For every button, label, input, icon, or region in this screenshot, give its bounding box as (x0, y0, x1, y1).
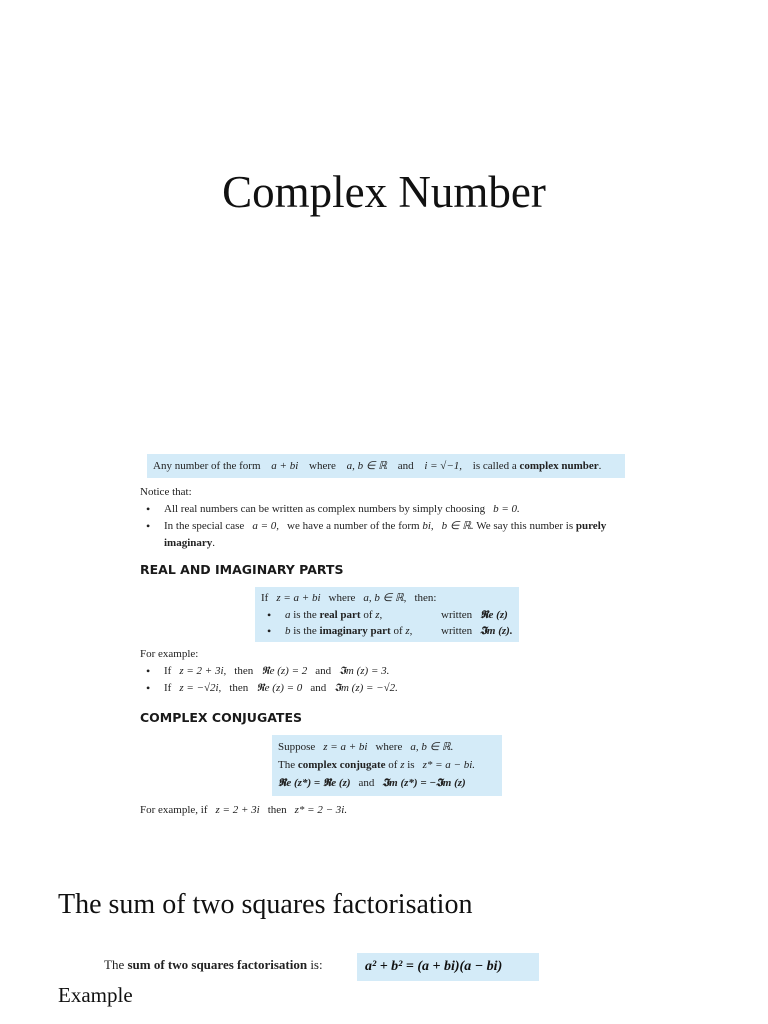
list-item (140, 518, 660, 552)
notice-math: bi, (422, 520, 434, 532)
example-heading: Example (58, 983, 133, 1007)
conjugate-example (140, 802, 347, 819)
rp-is-the: is the (293, 625, 317, 637)
real-parts-box (255, 587, 519, 642)
cj-and: and (358, 777, 375, 789)
rp-is-the: is the (293, 608, 317, 621)
section-heading-real: REAL AND IMAGINARY PARTS (140, 562, 344, 577)
ex-and: and (310, 682, 327, 694)
notice-math: a = 0, (252, 520, 280, 532)
ex-im: 𝕴m (z) = −√2. (334, 682, 398, 694)
ex-if: If (164, 665, 172, 677)
real-parts-list (261, 607, 513, 640)
cj-set: a, b ∈ ℝ. (410, 741, 454, 753)
cj-re: 𝕽e (z*) = 𝕽e (z) (278, 777, 351, 789)
notice-end: . (212, 537, 216, 549)
rp-notation: 𝕴m (z). (480, 625, 513, 637)
notice-text: we have a number of the form (287, 520, 420, 532)
list-item (140, 501, 660, 518)
ex-im: 𝕴m (z) = 3. (339, 665, 390, 677)
cj-z: z (400, 759, 405, 771)
rp-written-col (441, 607, 508, 624)
rp-z: z, (405, 625, 413, 637)
example-list (140, 663, 540, 697)
notice-math: b ∈ ℝ. (441, 520, 474, 532)
conj-line (278, 774, 496, 792)
sum-the: The (104, 957, 125, 972)
rp-var: b (285, 625, 291, 637)
definition-tail: is called a (472, 460, 517, 472)
cj-ex-then: then (267, 804, 287, 816)
definition-set: a, b ∈ ℝ (346, 460, 387, 472)
ex-then: then (229, 682, 249, 694)
ex-and: and (315, 665, 332, 677)
cj-of: of (388, 759, 398, 771)
definition-end: . (598, 460, 602, 472)
list-item (261, 607, 513, 624)
ex-if: If (164, 682, 172, 694)
section-subtitle: The sum of two squares factorisation (58, 889, 473, 920)
definition-i: i = √−1, (424, 460, 463, 472)
cj-ex-lead: For example, if (140, 804, 208, 816)
rp-bold: imaginary part (319, 625, 391, 637)
notice-list (140, 501, 660, 552)
list-item (140, 663, 540, 680)
cj-ex-conj: z* = 2 − 3i. (294, 804, 348, 816)
conjugates-box (272, 735, 502, 796)
rp-of: of (393, 625, 403, 637)
section-heading-conjugates: COMPLEX CONJUGATES (140, 710, 302, 725)
real-parts-line (261, 590, 513, 607)
cj-im: 𝕴m (z*) = −𝕴m (z) (382, 777, 466, 789)
notice-text: All real numbers can be written as complex numbers by simply choosing (164, 503, 486, 515)
ex-then: then (234, 665, 254, 677)
cj-the: The (278, 759, 296, 771)
conj-line (278, 738, 496, 756)
page-title: Complex Number (222, 167, 546, 217)
definition-box (147, 454, 625, 478)
rp-written-col (441, 623, 513, 640)
notice-math: b = 0. (493, 503, 520, 515)
cj-where: where (375, 741, 403, 753)
notice-text: In the special case (164, 520, 245, 532)
list-item (261, 623, 513, 640)
cj-conj-math: z* = a − bi. (422, 759, 476, 771)
definition-lead: Any number of the form (153, 460, 261, 472)
cj-bold: complex conjugate (297, 759, 386, 771)
conj-line (278, 756, 496, 774)
rp-bold: real part (319, 608, 361, 621)
sum-label (104, 957, 323, 973)
definition-term: complex number (519, 460, 599, 472)
rp-if: If (261, 592, 269, 604)
sum-formula-box (357, 953, 539, 981)
notice-label: Notice that: (140, 486, 192, 498)
cj-math: z = a + bi (323, 741, 368, 753)
rp-math: z = a + bi (276, 592, 321, 604)
rp-written: written (441, 608, 473, 621)
rp-of: of (363, 608, 373, 621)
rp-notation: 𝕽e (z) (480, 608, 508, 621)
for-example-label: For example: (140, 648, 199, 660)
ex-re: 𝕽e (z) = 0 (256, 682, 303, 694)
rp-set: a, b ∈ ℝ, (363, 592, 407, 604)
definition-where: where (309, 460, 336, 472)
sum-bold: sum of two squares factorisation (127, 957, 308, 972)
sum-formula: a² + b² = (a + bi)(a − bi) (365, 959, 503, 974)
rp-where: where (328, 592, 356, 604)
definition-and: and (397, 460, 414, 472)
rp-written: written (441, 625, 473, 637)
rp-z: z, (375, 608, 383, 621)
rp-then: then: (414, 592, 437, 604)
cj-suppose: Suppose (278, 741, 316, 753)
ex-z: z = 2 + 3i, (179, 665, 227, 677)
cj-ex-z: z = 2 + 3i (215, 804, 260, 816)
definition-form: a + bi (271, 460, 299, 472)
notice-text: We say this number is (476, 520, 574, 532)
ex-z: z = −√2i, (179, 682, 222, 694)
rp-var: a (285, 608, 291, 621)
list-item (140, 680, 540, 697)
cj-is: is (407, 759, 415, 771)
sum-is: is: (310, 957, 323, 972)
notice-bold: purely imaginary (164, 520, 607, 549)
ex-re: 𝕽e (z) = 2 (261, 665, 308, 677)
